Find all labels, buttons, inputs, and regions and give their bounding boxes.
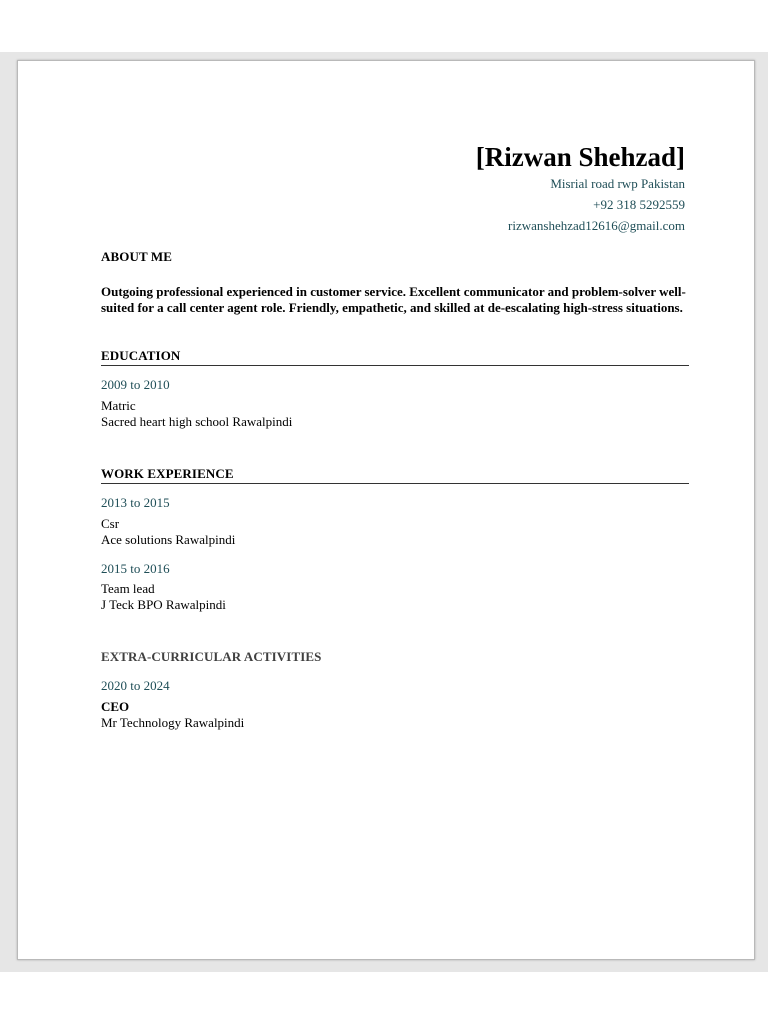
email: rizwanshehzad12616@gmail.com: [508, 218, 685, 233]
about-title: ABOUT ME: [101, 249, 172, 264]
work-rule: [101, 483, 689, 484]
bottom-band: [0, 972, 768, 1024]
activities-role: CEO: [101, 699, 130, 714]
work-role: Team lead: [101, 581, 155, 596]
education-entry: [101, 398, 292, 430]
activities-company: Mr Technology Rawalpindi: [101, 715, 245, 730]
address: Misrial road rwp Pakistan: [550, 176, 685, 191]
resume-header: [476, 141, 685, 236]
work-title: WORK EXPERIENCE: [101, 466, 234, 481]
work-role: Csr: [101, 516, 120, 531]
education-degree: Matric: [101, 398, 136, 413]
candidate-name: [Rizwan Shehzad]: [475, 142, 685, 172]
phone: +92 318 5292559: [593, 197, 685, 212]
education-school: Sacred heart high school Rawalpindi: [101, 414, 293, 429]
activities-date: 2020 to 2024: [101, 678, 170, 693]
work-company: Ace solutions Rawalpindi: [101, 532, 236, 547]
top-band: [0, 0, 768, 52]
education-rule: [101, 365, 689, 366]
education-date: 2009 to 2010: [101, 377, 170, 392]
activities-entry: [101, 699, 244, 731]
work-date: 2015 to 2016: [101, 561, 170, 576]
work-date: 2013 to 2015: [101, 495, 170, 510]
work-entry: [101, 516, 235, 548]
education-title: EDUCATION: [101, 348, 181, 363]
work-entry: [101, 581, 226, 613]
work-company: J Teck BPO Rawalpindi: [101, 597, 226, 612]
about-text: Outgoing professional experienced in customer service. Excellent communicator and problem-solver well-suited for a call center agent role. Friendly, empathetic, and skilled at de-escalating high-stress situations.: [101, 284, 686, 315]
resume-page: [17, 60, 755, 960]
activities-title: EXTRA-CURRICULAR ACTIVITIES: [101, 649, 322, 664]
